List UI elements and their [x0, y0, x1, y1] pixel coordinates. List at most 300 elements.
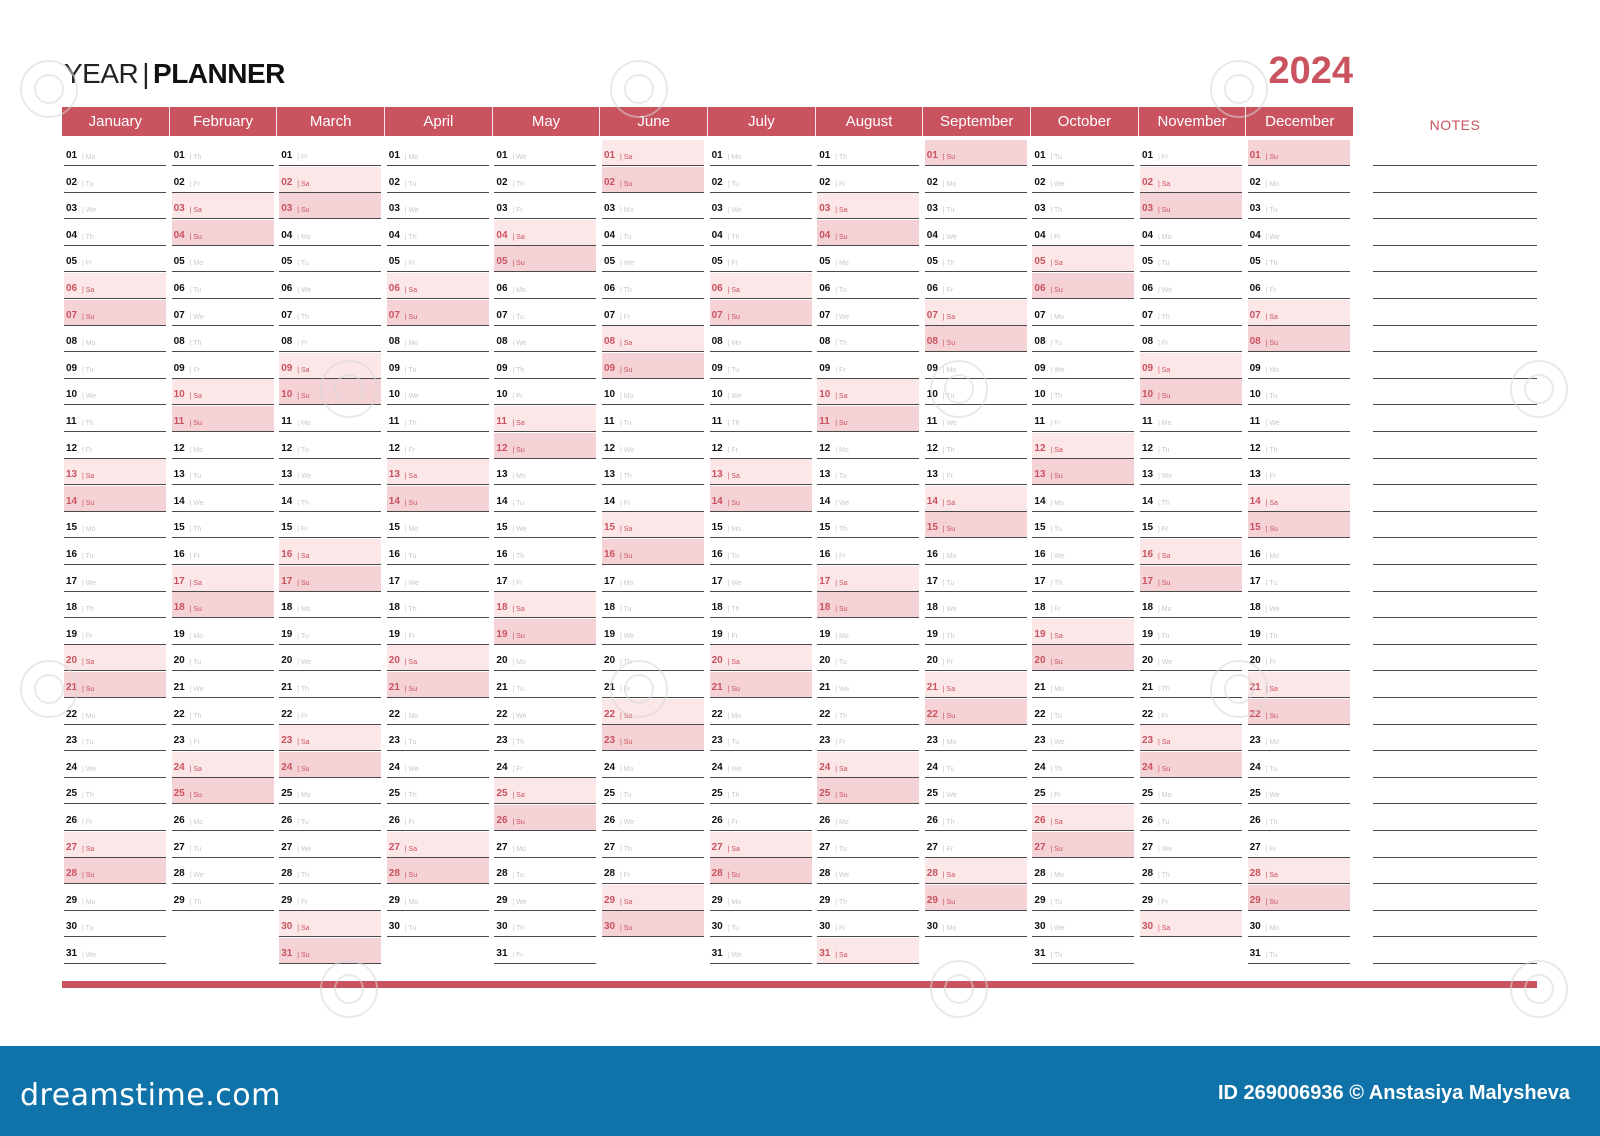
- day-cell[interactable]: [1248, 911, 1350, 937]
- day-cell[interactable]: [1140, 459, 1242, 485]
- day-cell[interactable]: [1140, 725, 1242, 751]
- day-cell[interactable]: [817, 379, 919, 405]
- day-cell[interactable]: [1140, 539, 1242, 565]
- day-cell[interactable]: [925, 220, 1027, 246]
- day-cell[interactable]: [279, 592, 381, 618]
- day-cell[interactable]: [1140, 300, 1242, 326]
- brand-logo[interactable]: dreamstime.com: [20, 1078, 281, 1113]
- day-cell[interactable]: [925, 512, 1027, 538]
- day-cell[interactable]: [172, 832, 274, 858]
- day-cell[interactable]: [279, 752, 381, 778]
- day-cell[interactable]: [279, 619, 381, 645]
- day-cell[interactable]: [1032, 512, 1134, 538]
- day-cell[interactable]: [1032, 805, 1134, 831]
- day-cell[interactable]: [710, 672, 812, 698]
- notes-line[interactable]: [1373, 300, 1537, 326]
- day-cell[interactable]: [602, 326, 704, 352]
- day-cell[interactable]: [172, 273, 274, 299]
- day-cell[interactable]: [1248, 725, 1350, 751]
- day-cell[interactable]: [64, 459, 166, 485]
- day-cell[interactable]: [1140, 140, 1242, 166]
- day-cell[interactable]: [1032, 273, 1134, 299]
- day-cell[interactable]: [494, 486, 596, 512]
- day-cell[interactable]: [494, 805, 596, 831]
- day-cell[interactable]: [817, 885, 919, 911]
- day-cell[interactable]: [1140, 832, 1242, 858]
- day-cell[interactable]: [710, 167, 812, 193]
- day-cell[interactable]: [494, 193, 596, 219]
- day-cell[interactable]: [1140, 512, 1242, 538]
- notes-line[interactable]: [1373, 566, 1537, 592]
- day-cell[interactable]: [602, 459, 704, 485]
- day-cell[interactable]: [1032, 406, 1134, 432]
- day-cell[interactable]: [64, 167, 166, 193]
- day-cell[interactable]: [602, 167, 704, 193]
- day-cell[interactable]: [817, 619, 919, 645]
- day-cell[interactable]: [387, 885, 489, 911]
- day-cell[interactable]: [279, 539, 381, 565]
- day-cell[interactable]: [817, 246, 919, 272]
- day-cell[interactable]: [817, 273, 919, 299]
- day-cell[interactable]: [925, 858, 1027, 884]
- day-cell[interactable]: [1032, 938, 1134, 964]
- day-cell[interactable]: [172, 752, 274, 778]
- day-cell[interactable]: [172, 220, 274, 246]
- day-cell[interactable]: [387, 619, 489, 645]
- day-cell[interactable]: [64, 725, 166, 751]
- day-cell[interactable]: [387, 911, 489, 937]
- day-cell[interactable]: [64, 592, 166, 618]
- day-cell[interactable]: [279, 326, 381, 352]
- notes-line[interactable]: [1373, 592, 1537, 618]
- day-cell[interactable]: [1032, 858, 1134, 884]
- day-cell[interactable]: [64, 486, 166, 512]
- day-cell[interactable]: [387, 167, 489, 193]
- day-cell[interactable]: [387, 645, 489, 671]
- day-cell[interactable]: [817, 858, 919, 884]
- day-cell[interactable]: [172, 406, 274, 432]
- day-cell[interactable]: [494, 832, 596, 858]
- day-cell[interactable]: [1140, 220, 1242, 246]
- notes-line[interactable]: [1373, 326, 1537, 352]
- day-cell[interactable]: [1140, 379, 1242, 405]
- day-cell[interactable]: [1248, 273, 1350, 299]
- day-cell[interactable]: [817, 300, 919, 326]
- day-cell[interactable]: [1032, 592, 1134, 618]
- day-cell[interactable]: [172, 699, 274, 725]
- day-cell[interactable]: [64, 832, 166, 858]
- notes-line[interactable]: [1373, 486, 1537, 512]
- day-cell[interactable]: [710, 858, 812, 884]
- day-cell[interactable]: [387, 805, 489, 831]
- day-cell[interactable]: [279, 433, 381, 459]
- day-cell[interactable]: [602, 512, 704, 538]
- day-cell[interactable]: [279, 486, 381, 512]
- day-cell[interactable]: [494, 433, 596, 459]
- day-cell[interactable]: [1140, 486, 1242, 512]
- day-cell[interactable]: [1032, 672, 1134, 698]
- day-cell[interactable]: [1032, 379, 1134, 405]
- day-cell[interactable]: [172, 858, 274, 884]
- day-cell[interactable]: [494, 300, 596, 326]
- day-cell[interactable]: [387, 672, 489, 698]
- day-cell[interactable]: [710, 619, 812, 645]
- day-cell[interactable]: [1248, 246, 1350, 272]
- day-cell[interactable]: [925, 273, 1027, 299]
- notes-line[interactable]: [1373, 805, 1537, 831]
- day-cell[interactable]: [602, 778, 704, 804]
- day-cell[interactable]: [1140, 858, 1242, 884]
- day-cell[interactable]: [494, 778, 596, 804]
- day-cell[interactable]: [172, 645, 274, 671]
- day-cell[interactable]: [1140, 752, 1242, 778]
- day-cell[interactable]: [64, 778, 166, 804]
- day-cell[interactable]: [1032, 140, 1134, 166]
- day-cell[interactable]: [602, 486, 704, 512]
- day-cell[interactable]: [1032, 725, 1134, 751]
- day-cell[interactable]: [494, 246, 596, 272]
- day-cell[interactable]: [387, 193, 489, 219]
- day-cell[interactable]: [1032, 300, 1134, 326]
- day-cell[interactable]: [602, 246, 704, 272]
- day-cell[interactable]: [387, 486, 489, 512]
- day-cell[interactable]: [279, 512, 381, 538]
- day-cell[interactable]: [1032, 246, 1134, 272]
- day-cell[interactable]: [1140, 619, 1242, 645]
- day-cell[interactable]: [64, 273, 166, 299]
- day-cell[interactable]: [279, 566, 381, 592]
- day-cell[interactable]: [172, 539, 274, 565]
- day-cell[interactable]: [925, 672, 1027, 698]
- day-cell[interactable]: [817, 433, 919, 459]
- day-cell[interactable]: [64, 539, 166, 565]
- day-cell[interactable]: [387, 832, 489, 858]
- day-cell[interactable]: [494, 273, 596, 299]
- day-cell[interactable]: [64, 885, 166, 911]
- day-cell[interactable]: [602, 353, 704, 379]
- day-cell[interactable]: [64, 512, 166, 538]
- day-cell[interactable]: [1248, 645, 1350, 671]
- day-cell[interactable]: [817, 220, 919, 246]
- day-cell[interactable]: [710, 592, 812, 618]
- day-cell[interactable]: [1032, 885, 1134, 911]
- day-cell[interactable]: [494, 353, 596, 379]
- day-cell[interactable]: [1032, 911, 1134, 937]
- day-cell[interactable]: [817, 699, 919, 725]
- day-cell[interactable]: [279, 672, 381, 698]
- day-cell[interactable]: [64, 246, 166, 272]
- day-cell[interactable]: [602, 140, 704, 166]
- notes-line[interactable]: [1373, 619, 1537, 645]
- day-cell[interactable]: [710, 805, 812, 831]
- day-cell[interactable]: [1140, 406, 1242, 432]
- day-cell[interactable]: [387, 459, 489, 485]
- notes-line[interactable]: [1373, 273, 1537, 299]
- day-cell[interactable]: [279, 832, 381, 858]
- notes-line[interactable]: [1373, 752, 1537, 778]
- day-cell[interactable]: [279, 725, 381, 751]
- day-cell[interactable]: [1248, 938, 1350, 964]
- day-cell[interactable]: [64, 140, 166, 166]
- day-cell[interactable]: [172, 193, 274, 219]
- day-cell[interactable]: [817, 645, 919, 671]
- day-cell[interactable]: [1032, 645, 1134, 671]
- day-cell[interactable]: [710, 193, 812, 219]
- day-cell[interactable]: [279, 805, 381, 831]
- day-cell[interactable]: [64, 433, 166, 459]
- day-cell[interactable]: [817, 566, 919, 592]
- day-cell[interactable]: [64, 220, 166, 246]
- day-cell[interactable]: [1140, 805, 1242, 831]
- day-cell[interactable]: [1248, 512, 1350, 538]
- day-cell[interactable]: [1248, 326, 1350, 352]
- day-cell[interactable]: [64, 858, 166, 884]
- day-cell[interactable]: [279, 220, 381, 246]
- day-cell[interactable]: [279, 911, 381, 937]
- day-cell[interactable]: [64, 911, 166, 937]
- day-cell[interactable]: [710, 433, 812, 459]
- day-cell[interactable]: [925, 193, 1027, 219]
- day-cell[interactable]: [387, 858, 489, 884]
- day-cell[interactable]: [925, 459, 1027, 485]
- day-cell[interactable]: [602, 832, 704, 858]
- day-cell[interactable]: [710, 512, 812, 538]
- day-cell[interactable]: [1140, 885, 1242, 911]
- day-cell[interactable]: [494, 645, 596, 671]
- day-cell[interactable]: [925, 778, 1027, 804]
- day-cell[interactable]: [64, 326, 166, 352]
- day-cell[interactable]: [710, 220, 812, 246]
- day-cell[interactable]: [710, 938, 812, 964]
- day-cell[interactable]: [494, 699, 596, 725]
- day-cell[interactable]: [494, 592, 596, 618]
- day-cell[interactable]: [494, 938, 596, 964]
- day-cell[interactable]: [494, 167, 596, 193]
- day-cell[interactable]: [710, 326, 812, 352]
- day-cell[interactable]: [172, 459, 274, 485]
- day-cell[interactable]: [387, 220, 489, 246]
- day-cell[interactable]: [494, 512, 596, 538]
- day-cell[interactable]: [1140, 778, 1242, 804]
- day-cell[interactable]: [710, 353, 812, 379]
- notes-line[interactable]: [1373, 778, 1537, 804]
- day-cell[interactable]: [387, 539, 489, 565]
- day-cell[interactable]: [172, 885, 274, 911]
- day-cell[interactable]: [1248, 619, 1350, 645]
- notes-line[interactable]: [1373, 406, 1537, 432]
- day-cell[interactable]: [925, 300, 1027, 326]
- day-cell[interactable]: [494, 619, 596, 645]
- day-cell[interactable]: [1248, 140, 1350, 166]
- day-cell[interactable]: [925, 592, 1027, 618]
- notes-line[interactable]: [1373, 459, 1537, 485]
- day-cell[interactable]: [64, 300, 166, 326]
- day-cell[interactable]: [1032, 486, 1134, 512]
- day-cell[interactable]: [1248, 220, 1350, 246]
- day-cell[interactable]: [387, 353, 489, 379]
- day-cell[interactable]: [494, 858, 596, 884]
- day-cell[interactable]: [387, 699, 489, 725]
- day-cell[interactable]: [172, 725, 274, 751]
- day-cell[interactable]: [1140, 273, 1242, 299]
- day-cell[interactable]: [64, 619, 166, 645]
- day-cell[interactable]: [925, 725, 1027, 751]
- day-cell[interactable]: [925, 699, 1027, 725]
- day-cell[interactable]: [387, 566, 489, 592]
- day-cell[interactable]: [279, 699, 381, 725]
- day-cell[interactable]: [602, 539, 704, 565]
- day-cell[interactable]: [172, 326, 274, 352]
- day-cell[interactable]: [172, 300, 274, 326]
- day-cell[interactable]: [925, 486, 1027, 512]
- day-cell[interactable]: [279, 938, 381, 964]
- day-cell[interactable]: [817, 486, 919, 512]
- day-cell[interactable]: [925, 805, 1027, 831]
- day-cell[interactable]: [817, 778, 919, 804]
- day-cell[interactable]: [1140, 326, 1242, 352]
- day-cell[interactable]: [279, 140, 381, 166]
- day-cell[interactable]: [494, 752, 596, 778]
- day-cell[interactable]: [817, 512, 919, 538]
- day-cell[interactable]: [602, 566, 704, 592]
- day-cell[interactable]: [64, 699, 166, 725]
- day-cell[interactable]: [710, 752, 812, 778]
- day-cell[interactable]: [925, 539, 1027, 565]
- day-cell[interactable]: [1248, 752, 1350, 778]
- notes-line[interactable]: [1373, 672, 1537, 698]
- day-cell[interactable]: [172, 566, 274, 592]
- day-cell[interactable]: [1248, 433, 1350, 459]
- day-cell[interactable]: [817, 353, 919, 379]
- day-cell[interactable]: [172, 672, 274, 698]
- day-cell[interactable]: [279, 858, 381, 884]
- day-cell[interactable]: [925, 326, 1027, 352]
- day-cell[interactable]: [710, 645, 812, 671]
- day-cell[interactable]: [1140, 433, 1242, 459]
- day-cell[interactable]: [710, 459, 812, 485]
- day-cell[interactable]: [1248, 832, 1350, 858]
- day-cell[interactable]: [494, 220, 596, 246]
- day-cell[interactable]: [602, 911, 704, 937]
- day-cell[interactable]: [279, 193, 381, 219]
- day-cell[interactable]: [710, 273, 812, 299]
- day-cell[interactable]: [925, 645, 1027, 671]
- day-cell[interactable]: [279, 645, 381, 671]
- day-cell[interactable]: [64, 193, 166, 219]
- notes-line[interactable]: [1373, 911, 1537, 937]
- day-cell[interactable]: [387, 778, 489, 804]
- day-cell[interactable]: [1032, 459, 1134, 485]
- notes-line[interactable]: [1373, 725, 1537, 751]
- day-cell[interactable]: [494, 725, 596, 751]
- day-cell[interactable]: [1032, 326, 1134, 352]
- day-cell[interactable]: [602, 752, 704, 778]
- day-cell[interactable]: [279, 246, 381, 272]
- day-cell[interactable]: [494, 379, 596, 405]
- day-cell[interactable]: [1032, 193, 1134, 219]
- day-cell[interactable]: [387, 592, 489, 618]
- day-cell[interactable]: [494, 566, 596, 592]
- day-cell[interactable]: [1140, 592, 1242, 618]
- day-cell[interactable]: [925, 246, 1027, 272]
- day-cell[interactable]: [172, 433, 274, 459]
- day-cell[interactable]: [1248, 805, 1350, 831]
- day-cell[interactable]: [494, 539, 596, 565]
- day-cell[interactable]: [1032, 353, 1134, 379]
- day-cell[interactable]: [1248, 539, 1350, 565]
- day-cell[interactable]: [710, 778, 812, 804]
- day-cell[interactable]: [1032, 220, 1134, 246]
- day-cell[interactable]: [925, 832, 1027, 858]
- day-cell[interactable]: [1032, 433, 1134, 459]
- day-cell[interactable]: [1140, 246, 1242, 272]
- day-cell[interactable]: [1248, 167, 1350, 193]
- notes-line[interactable]: [1373, 858, 1537, 884]
- day-cell[interactable]: [1032, 619, 1134, 645]
- day-cell[interactable]: [817, 326, 919, 352]
- day-cell[interactable]: [387, 752, 489, 778]
- day-cell[interactable]: [279, 459, 381, 485]
- day-cell[interactable]: [710, 539, 812, 565]
- day-cell[interactable]: [602, 220, 704, 246]
- day-cell[interactable]: [172, 246, 274, 272]
- day-cell[interactable]: [602, 725, 704, 751]
- notes-line[interactable]: [1373, 699, 1537, 725]
- day-cell[interactable]: [710, 725, 812, 751]
- day-cell[interactable]: [817, 140, 919, 166]
- day-cell[interactable]: [817, 193, 919, 219]
- day-cell[interactable]: [817, 911, 919, 937]
- day-cell[interactable]: [494, 406, 596, 432]
- day-cell[interactable]: [817, 938, 919, 964]
- day-cell[interactable]: [64, 938, 166, 964]
- day-cell[interactable]: [817, 539, 919, 565]
- day-cell[interactable]: [710, 885, 812, 911]
- day-cell[interactable]: [1032, 699, 1134, 725]
- day-cell[interactable]: [64, 645, 166, 671]
- day-cell[interactable]: [710, 699, 812, 725]
- day-cell[interactable]: [387, 140, 489, 166]
- day-cell[interactable]: [494, 911, 596, 937]
- day-cell[interactable]: [817, 832, 919, 858]
- day-cell[interactable]: [1248, 885, 1350, 911]
- notes-line[interactable]: [1373, 512, 1537, 538]
- day-cell[interactable]: [602, 805, 704, 831]
- day-cell[interactable]: [172, 353, 274, 379]
- day-cell[interactable]: [602, 273, 704, 299]
- day-cell[interactable]: [925, 566, 1027, 592]
- day-cell[interactable]: [494, 140, 596, 166]
- notes-line[interactable]: [1373, 645, 1537, 671]
- day-cell[interactable]: [710, 486, 812, 512]
- day-cell[interactable]: [817, 725, 919, 751]
- day-cell[interactable]: [925, 433, 1027, 459]
- day-cell[interactable]: [925, 911, 1027, 937]
- day-cell[interactable]: [925, 167, 1027, 193]
- day-cell[interactable]: [387, 379, 489, 405]
- day-cell[interactable]: [817, 592, 919, 618]
- day-cell[interactable]: [172, 592, 274, 618]
- day-cell[interactable]: [602, 592, 704, 618]
- day-cell[interactable]: [172, 619, 274, 645]
- day-cell[interactable]: [817, 406, 919, 432]
- day-cell[interactable]: [1032, 778, 1134, 804]
- day-cell[interactable]: [1032, 539, 1134, 565]
- day-cell[interactable]: [387, 406, 489, 432]
- day-cell[interactable]: [64, 406, 166, 432]
- day-cell[interactable]: [494, 326, 596, 352]
- day-cell[interactable]: [64, 805, 166, 831]
